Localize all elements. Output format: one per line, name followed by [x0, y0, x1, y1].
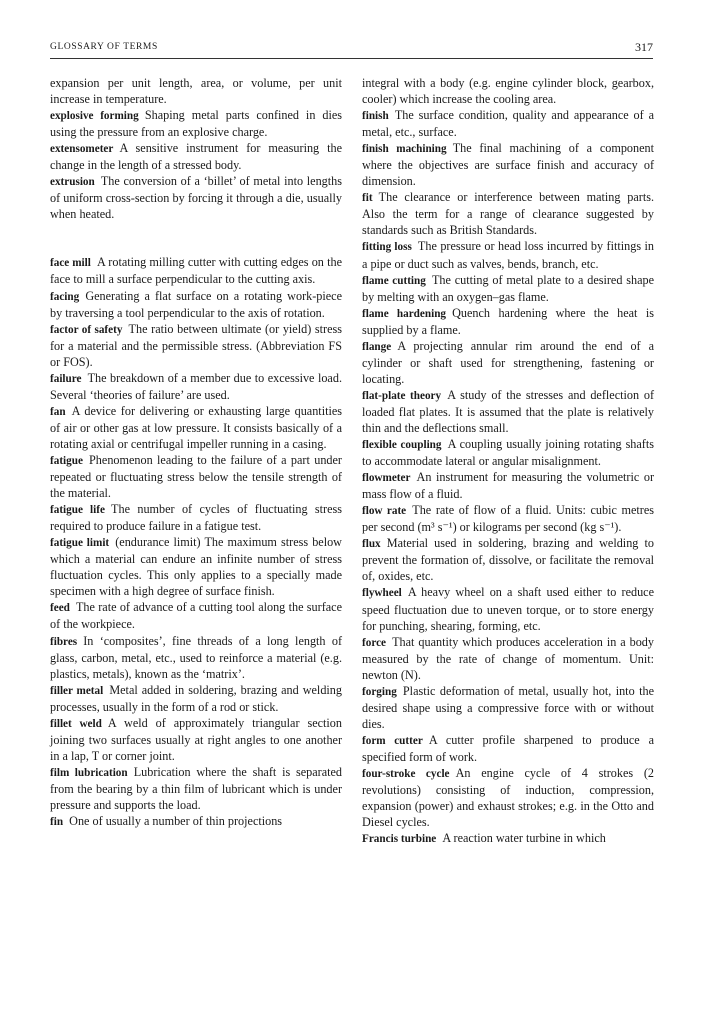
entry-term: failure [50, 372, 82, 385]
glossary-entry [362, 387, 654, 436]
entry-definition: A cutter profile sharpened to produce a specified form of work. [362, 732, 654, 764]
entry-term: face mill [50, 257, 91, 270]
entry-definition: A study of the stresses and deflection of loaded flat plates. It is assumed that the plate is relatively thin and the deflections small. [362, 387, 655, 435]
entry-term: factor of safety [50, 323, 123, 336]
glossary-entry [50, 403, 342, 452]
entry-definition: Generating a flat surface on a rotating work-piece by traversing a tool perpendicular to the axis of rotation. [50, 288, 342, 320]
entry-definition: Plastic deformation of metal, usually hot, into the desired shape using a compressive force with or without dies. [362, 683, 654, 731]
entry-definition: The surface condition, quality and appearance of a metal, etc., surface. [362, 108, 654, 140]
right-column [362, 75, 654, 847]
entry-term: force [362, 636, 387, 649]
entry-term: fatigue limit [50, 537, 110, 550]
entry-definition: integral with a body (e.g. engine cylinder block, gearbox, cooler) which increase the cooling area. [362, 76, 654, 107]
entry-term: filler metal [50, 684, 104, 697]
glossary-entry [50, 107, 342, 140]
page-number: 317 [635, 40, 653, 54]
entry-term: fin [50, 816, 64, 829]
glossary-entry [362, 469, 654, 502]
entry-definition: (endurance limit) The maximum stress below which a material can endure an infinite number of stress fluctuation cycles. This only applies to a specially made specimen with a high degree of surface finish. [50, 535, 342, 599]
entry-term: fatigue [50, 454, 83, 467]
glossary-entry [362, 107, 654, 140]
entry-definition: The conversion of a ‘billet’ of metal into lengths of uniform cross-section by forcing it through a die, usually when heated. [50, 174, 342, 222]
entry-term: fillet weld [50, 717, 102, 730]
entry-definition: One of usually a number of thin projections [69, 814, 283, 829]
entry-definition: The breakdown of a member due to excessive load. Several ‘theories of failure’ are used. [50, 370, 342, 402]
entry-term: finish machining [362, 143, 447, 156]
glossary-entry [362, 683, 654, 732]
glossary-entry [50, 813, 342, 830]
entry-definition: An engine cycle of 4 strokes (2 revolutions) consisting of induction, compression, expansion (power) and exhaust strokes; e.g. in the Otto and Diesel cycles. [362, 765, 655, 830]
glossary-entry [50, 501, 342, 534]
glossary-entry [50, 173, 342, 222]
entry-term: finish [362, 110, 389, 123]
entry-term: flame cutting [362, 274, 426, 287]
glossary-entry [362, 140, 654, 189]
entry-term: form cutter [362, 734, 423, 747]
entry-definition: Phenomenon leading to the failure of a part under repeated or fluctuating stress below the tensile strength of the material. [50, 452, 342, 501]
entry-term: film lubrication [50, 766, 128, 779]
entry-definition: A rotating milling cutter with cutting edges on the face to mill a surface perpendicular to the cutting axis. [50, 255, 342, 287]
entry-definition: expansion per unit length, area, or volume, per unit increase in temperature. [50, 76, 342, 107]
glossary-entry [362, 732, 654, 765]
entry-definition: A weld of approximately triangular section joining two surfaces usually at right angles to one another in a lap, T or corner joint. [50, 715, 342, 763]
glossary-entry [362, 584, 654, 633]
glossary-entry [50, 715, 342, 764]
glossary-entry [362, 338, 654, 387]
glossary-entry [50, 370, 342, 403]
glossary-entry [362, 189, 654, 238]
glossary-entry [50, 534, 342, 599]
glossary-entry [50, 321, 342, 370]
entry-definition: A sensitive instrument for measuring the change in the length of a stressed body. [50, 141, 342, 173]
glossary-entry [50, 764, 342, 813]
glossary-entry [50, 633, 342, 682]
entry-term: flow rate [362, 505, 407, 518]
entry-definition: Material used in soldering, brazing and welding to prevent the formation of, dissolve, or facilitate the removal of, oxides, etc. [362, 536, 654, 584]
entry-term: extensometer [50, 143, 114, 156]
entry-definition: That quantity which produces acceleration in a body measured by the rate of change of momentum. Unit: newton (N). [362, 634, 654, 682]
entry-definition: The clearance or interference between mating parts. Also the term for a range of clearance suggested by standards such as British Standards. [362, 190, 654, 238]
glossary-entry [50, 682, 342, 715]
glossary-entry [50, 140, 342, 173]
entry-term: fitting loss [362, 241, 412, 254]
entry-term: fan [50, 405, 66, 418]
entry-term: extrusion [50, 176, 95, 189]
entry-definition: Lubrication where the shaft is separated from the bearing by a thin film of lubricant which is under pressure and supports the load. [50, 764, 342, 812]
entry-definition: The rate of flow of a fluid. Units: cubic metres per second (m³ s⁻¹) or kilograms per second (kg s⁻¹). [362, 503, 654, 535]
entry-definition: Shaping metal parts confined in dies using the pressure from an explosive charge. [50, 108, 342, 140]
entry-term: flywheel [362, 587, 402, 600]
entry-term: flux [362, 538, 381, 551]
running-title: GLOSSARY OF TERMS [50, 42, 158, 52]
glossary-entry [362, 634, 654, 683]
entry-definition: The pressure or head loss incurred by fittings in a pipe or duct such as valves, bends, branch, etc. [362, 239, 654, 271]
entry-term: forging [362, 685, 397, 698]
glossary-entry [362, 75, 654, 107]
entry-term: fibres [50, 635, 78, 648]
entry-definition: Quench hardening where the heat is supplied by a flame. [362, 305, 654, 337]
glossary-entry [50, 452, 342, 501]
entry-term: fatigue life [50, 504, 105, 517]
glossary-entry [362, 436, 654, 469]
glossary-entry [362, 305, 654, 338]
entry-term: four-stroke cycle [362, 767, 450, 780]
glossary-entry [50, 254, 342, 287]
entry-term: explosive forming [50, 110, 139, 123]
entry-term: flat-plate theory [362, 389, 442, 402]
entry-definition: A coupling usually joining rotating shafts to accommodate lateral or angular misalignment. [362, 437, 654, 469]
entry-term: flange [362, 340, 392, 353]
entry-definition: The number of cycles of fluctuating stress required to produce failure in a fatigue test. [50, 502, 343, 534]
glossary-entry [362, 765, 654, 830]
entry-definition: A heavy wheel on a shaft used either to reduce speed fluctuation due to uneven torque, or to store energy for punching, shearing, forming, etc. [362, 585, 654, 633]
entry-term: flexible coupling [362, 439, 442, 452]
glossary-entry [362, 238, 654, 271]
glossary-entry [50, 75, 342, 107]
entry-term: flowmeter [362, 472, 411, 485]
entry-term: fit [362, 192, 373, 205]
entry-definition: The cutting of metal plate to a desired shape by melting with an oxygen–gas flame. [362, 272, 654, 304]
entry-term: facing [50, 290, 80, 303]
entry-definition: The ratio between ultimate (or yield) stress for a material and the permissible stress. (Abbreviation FS or FOS). [50, 321, 342, 369]
entry-definition: Metal added in soldering, brazing and welding processes, usually in the form of a rod or stick. [50, 682, 342, 714]
entry-definition: A reaction water turbine in which [442, 831, 606, 846]
entry-definition: A device for delivering or exhausting large quantities of air or other gas at low pressure. It consists basically of a rotating axial or centrifugal impeller running in a casing. [50, 403, 342, 451]
entry-definition: The final machining of a component where the objectives are surface finish and accuracy of dimension. [362, 141, 654, 189]
left-column [50, 75, 342, 830]
entry-term: Francis turbine [362, 833, 437, 846]
entry-definition: A projecting annular rim around the end of a cylinder or shaft used for strengthening, fastening or locating. [362, 338, 654, 386]
glossary-entry [362, 502, 654, 535]
entry-definition: The rate of advance of a cutting tool along the surface of the workpiece. [50, 600, 342, 632]
glossary-entry [362, 830, 654, 847]
entry-definition: In ‘composites’, fine threads of a long length of glass, carbon, metal, etc., used to reinforce a material (e.g. plastics, metals), known as the ‘matrix’. [50, 633, 342, 681]
running-header [50, 40, 653, 59]
glossary-entry [362, 272, 654, 305]
glossary-entry [50, 288, 342, 321]
glossary-entry [362, 535, 654, 584]
entry-term: feed [50, 602, 70, 615]
glossary-entry [50, 599, 342, 632]
entry-definition: An instrument for measuring the volumetric or mass flow of a fluid. [362, 470, 654, 502]
entry-term: flame hardening [362, 307, 447, 320]
